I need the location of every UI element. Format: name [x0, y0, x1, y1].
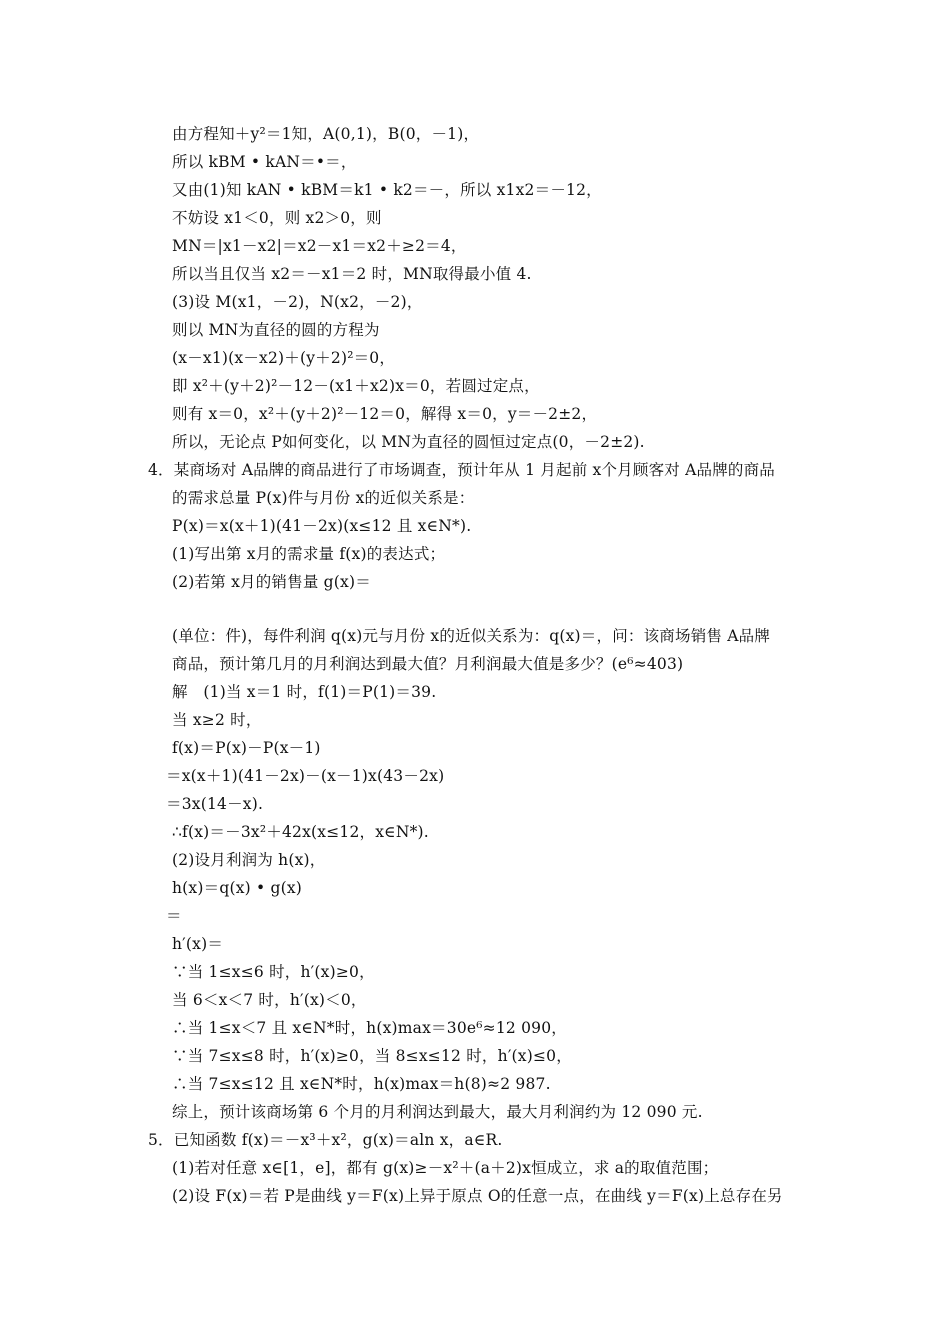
- text-line: ∵当 7≤x≤8 时，h′(x)≥0，当 8≤x≤12 时，h′(x)≤0，: [172, 1047, 572, 1065]
- text-line: 所以当且仅当 x2＝－x1＝2 时，MN取得最小值 4.: [172, 265, 532, 283]
- text-line: 解 (1)当 x＝1 时，f(1)＝P(1)＝39.: [172, 683, 437, 701]
- text-line: 的需求总量 P(x)件与月份 x的近似关系是：: [172, 489, 475, 507]
- text-line: (1)写出第 x月的需求量 f(x)的表达式；: [172, 545, 446, 563]
- text-line: ＝x(x＋1)(41－2x)－(x－1)x(43－2x): [166, 767, 445, 785]
- problem-4-line: 4．某商场对 A品牌的商品进行了市场调查，预计年从 1 月起前 x个月顾客对 A品牌的商品: [148, 461, 775, 479]
- text-line: 又由(1)知 kAN • kBM＝k1 • k2＝－，所以 x1x2＝－12，: [172, 181, 602, 199]
- text-line: (2)设 F(x)＝若 P是曲线 y＝F(x)上异于原点 O的任意一点，在曲线 y＝F(x)上总存在另: [172, 1187, 783, 1205]
- text-line: (x－x1)(x－x2)＋(y＋2)²＝0，: [172, 349, 396, 367]
- text-line: ∴f(x)＝－3x²＋42x(x≤12，x∈N*).: [172, 823, 429, 841]
- text-line: 所以，无论点 P如何变化，以 MN为直径的圆恒过定点(0，－2±2).: [172, 433, 645, 451]
- text-line: 商品，预计第几月的月利润达到最大值？月利润最大值是多少？(e⁶≈403): [172, 655, 684, 673]
- text-line: h′(x)＝: [172, 935, 224, 953]
- text-line: (3)设 M(x1，－2)，N(x2，－2)，: [172, 293, 423, 311]
- text-line: 当 x≥2 时，: [172, 711, 262, 729]
- text-line: (2)设月利润为 h(x)，: [172, 851, 326, 869]
- text-line: 综上，预计该商场第 6 个月的月利润达到最大，最大月利润约为 12 090 元.: [172, 1103, 703, 1121]
- text-line: 即 x²＋(y＋2)²－12－(x1＋x2)x＝0，若圆过定点，: [172, 377, 540, 395]
- text-line: MN＝|x1－x2|＝x2－x1＝x2＋≥2＝4，: [172, 237, 467, 255]
- text-line: f(x)＝P(x)－P(x－1): [172, 739, 321, 757]
- text-line: h(x)＝q(x) • g(x): [172, 879, 303, 897]
- text-line: 不妨设 x1＜0，则 x2＞0，则: [172, 209, 382, 227]
- text-line: 当 6＜x＜7 时，h′(x)＜0，: [172, 991, 367, 1009]
- problem-5-line: 5．已知函数 f(x)＝－x³＋x²，g(x)＝aln x，a∈R.: [148, 1131, 503, 1149]
- text-line: ＝: [166, 907, 182, 925]
- text-line: ∵当 1≤x≤6 时，h′(x)≥0，: [172, 963, 375, 981]
- text-line: ＝3x(14－x).: [166, 795, 264, 813]
- text-line: (单位：件)，每件利润 q(x)元与月份 x的近似关系为：q(x)＝，问：该商场销售 A品牌: [172, 627, 771, 645]
- text-line: P(x)＝x(x＋1)(41－2x)(x≤12 且 x∈N*).: [172, 517, 472, 535]
- text-line: 所以 kBM • kAN＝•＝，: [172, 153, 357, 171]
- text-line: (1)若对任意 x∈[1，e]，都有 g(x)≥－x²＋(a＋2)x恒成立，求 a的取值范围；: [172, 1159, 719, 1177]
- text-line: 则以 MN为直径的圆的方程为: [172, 321, 380, 339]
- text-line: 由方程知＋y²＝1知，A(0,1)，B(0，－1)，: [172, 125, 480, 143]
- text-line: ∴当 7≤x≤12 且 x∈N*时，h(x)max＝h(8)≈2 987.: [172, 1075, 551, 1093]
- text-line: ∴当 1≤x＜7 且 x∈N*时，h(x)max＝30e⁶≈12 090，: [172, 1019, 567, 1037]
- text-line: (2)若第 x月的销售量 g(x)＝: [172, 573, 371, 591]
- text-line: 则有 x＝0，x²＋(y＋2)²－12＝0，解得 x＝0，y＝－2±2，: [172, 405, 598, 423]
